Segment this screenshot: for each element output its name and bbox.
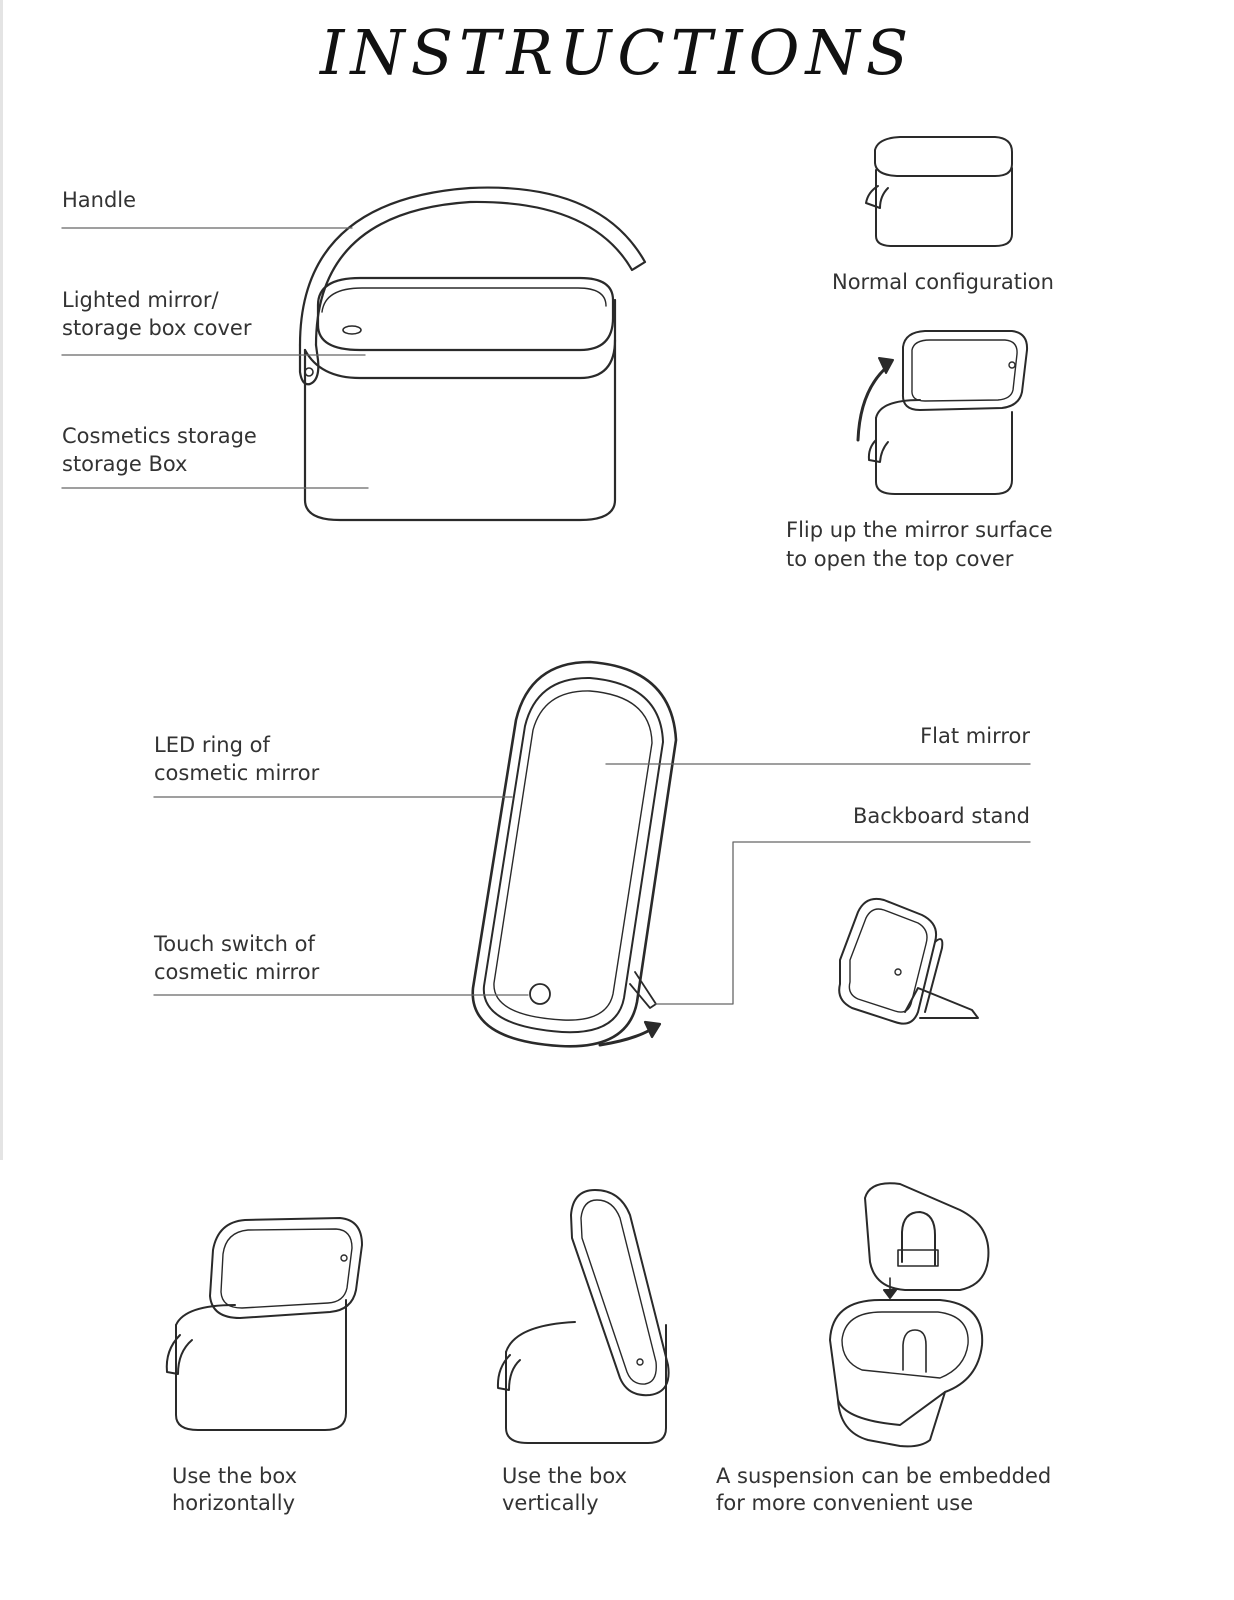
label-vertical-line1: Use the box <box>502 1464 628 1488</box>
label-storage-line1: Cosmetics storage <box>62 424 257 448</box>
label-handle: Handle <box>62 188 137 212</box>
label-flat-mirror: Flat mirror <box>920 724 1030 748</box>
label-touch-switch-line1: Touch switch of <box>154 932 315 956</box>
horizontal-use-illustration <box>167 1218 362 1430</box>
label-horizontal-line1: Use the box <box>172 1464 298 1488</box>
label-flip-line2: to open the top cover <box>786 547 1014 571</box>
label-mirror-cover-line1: Lighted mirror/ <box>62 288 219 312</box>
suspension-illustration <box>830 1183 988 1446</box>
standing-mirror-illustration <box>473 662 676 1046</box>
flip-up-illustration <box>858 331 1027 494</box>
label-suspension-line1: A suspension can be embedded <box>716 1464 1052 1488</box>
vertical-use-illustration <box>498 1190 669 1443</box>
label-flip-line1: Flip up the mirror surface <box>786 518 1053 542</box>
label-backboard-stand: Backboard stand <box>853 804 1030 828</box>
label-suspension-line2: for more convenient use <box>716 1491 974 1515</box>
label-led-ring-line1: LED ring of <box>154 733 270 757</box>
main-box-illustration <box>300 188 645 520</box>
label-horizontal-line2: horizontally <box>172 1491 296 1515</box>
small-stand-mirror-illustration <box>839 899 978 1024</box>
page-title: INSTRUCTIONS <box>319 16 915 89</box>
label-led-ring-line2: cosmetic mirror <box>154 761 320 785</box>
label-storage-line2: storage Box <box>62 452 188 476</box>
label-touch-switch-line2: cosmetic mirror <box>154 960 320 984</box>
label-vertical-line2: vertically <box>502 1491 599 1515</box>
label-mirror-cover-line2: storage box cover <box>62 316 252 340</box>
label-normal-configuration: Normal configuration <box>832 270 1054 294</box>
normal-config-illustration <box>866 137 1012 246</box>
